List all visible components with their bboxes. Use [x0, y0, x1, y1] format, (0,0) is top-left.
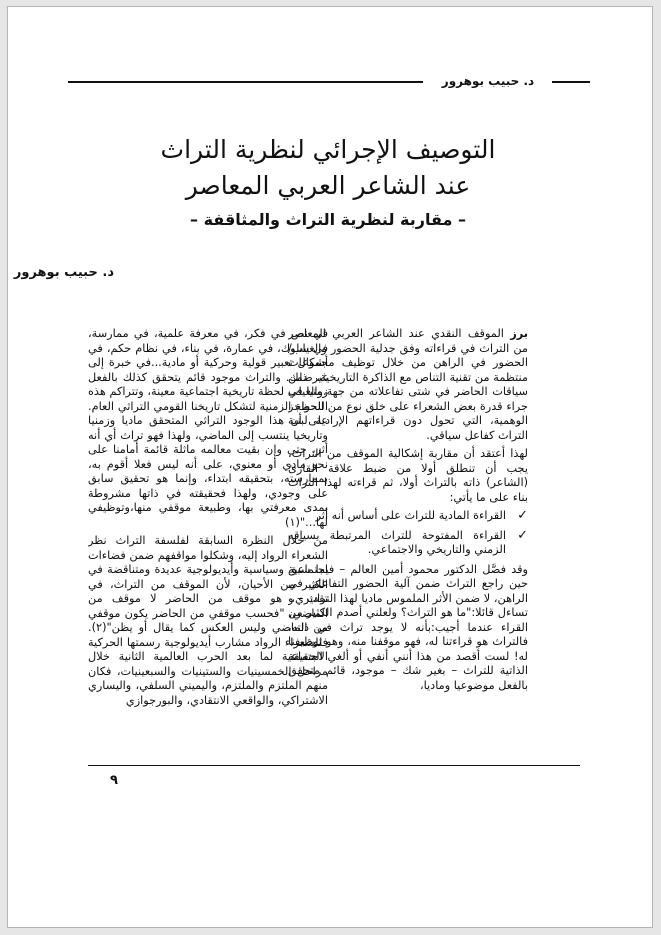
- check-icon: ✓: [517, 527, 528, 543]
- header-rule-left: [68, 81, 423, 83]
- subtitle: – مقاربة لنظرية التراث والمثاقفة –: [190, 210, 466, 229]
- author-byline: د. حبيب بوهرور: [13, 265, 114, 280]
- footer-rule: [88, 765, 580, 766]
- paragraph-text: الموقف النقدي عند الشاعر العربي المعاصر من التراث في قراءاته وفق جدلية الحضور والغياب/الحضور في الراهن من خلال توظيف مجموعات منتظمة من تقنية التناص مع الذاكرة التاريخية، ضمن سياقات الحاضر في شتى تفاعلاته من جهة،والغياب جراء قدرة بعض الشعراء على خلق نوع من الحواجز الوهمية، التي تحول دون قراءاتهم الإرادية لبنية التراث كفاعل سياقي.: [288, 327, 528, 442]
- paragraph: وقد فصَّل الدكتور محمود أمين العالم – فيما سبق حين راجع التراث ضمن آلية الحضور التفاعلي في الراهن، لا ضمن الأثر الملموس ماديا لهذا التراث – و تساءل قائلا:"ما هو التراث؟ ولعلني أصدم الكثير من القراء عندما أجيب:بأنه لا يوجد تراث في ذاته، فالتراث هو قراءتنا له، فهو موقفنا منه، وهو توظيفنا له! لست أقصد من هذا أنني أنفي أو ألغي الحقيقة الذاتية للتراث – بغير شك – موجود، قائم متحقق بالفعل موضوعيا وماديا،: [288, 562, 528, 692]
- header-rule-right: [552, 81, 590, 83]
- paragraph: لهذا أعتقد أن مقاربة إشكالية الموقف من التراث، يجب أن تنطلق أولا من ضبط علاقة القارئ (الشاعر) ذاته بالتراث أولا، ثم قراءته لهذا التراث بناء على ما يأتي:: [288, 447, 528, 504]
- paragraph: من خلال النظرة السابقة لفلسفة التراث نظر الشعراء الرواد إليه، وشكلوا مواقفهم ضمن فضاءات اجتماعية وسياسية وأيديولوجية عديدة ومتناقضة في الكثير من الأحيان، لأن الموقف من التراث، في تقديري، هو موقف من الحاضر لا موقف من الماضي، "فحسب موقفي من الحاضر يكون موقفي من الماضي وليس العكس كما يقال أو يظن"(٢). فللشعراء الرواد مشارب أيديولوجية رسمتها الحركية الاجتماعية لما بعد الحرب العالمية الثانية خلال مراحل الخمسينيات والستينيات والسبعينيات، فكان منهم الملتزم والملتزم، واليميني السلفي، واليساري الاشتراكي، والواقعي الانتقادي، والبورجوازي: [88, 534, 328, 707]
- title-line-1: التوصيف الإجرائي لنظرية التراث: [160, 135, 496, 164]
- paragraph: في نص في فكر، في معرفة علمية، في ممارسة، في سلوك، في عمارة، في بناء، في نظام حكم، في أشكال تعبير قولية وحركية أو مادية...في خبرة إلى غير ذلك. والتراث موجود قائم يتحقق كذلك بالفعل زمنيا في لحظة تاريخية اجتماعية معينة، وتتراكم هذه اللحظة الزمنية لتشكل تاريخنا القومي التراثي العام. على أن هذا الوجود التراثي المتحقق ماديا وزمنيا وتاريخيا ينتسب إلى الماضي، ولهذا فهو تراث أي أنه أثر، حتى وإن بقيت معالمه ماثلة قائمة أمامنا على نحو مادي أو معنوي، على أنه ليس فعلا أقوم به، بممارسته، بتحقيقه ابتداء، وإنما هو تحقيق سابق على وجودي، ولهذا فحقيقته في ذاتها مشروطة بمدى معرفتي بها، وطبيعة موقفي منها،وتوظيفي لها..."(١): [88, 327, 328, 529]
- text-column-left: [88, 327, 328, 757]
- document-page: [7, 6, 653, 928]
- list-item-text: القراءة المادية للتراث على أساس أنه أثر: [315, 509, 506, 522]
- title-line-2: عند الشاعر العربي المعاصر: [185, 171, 471, 200]
- running-header-author: د. حبيب بوهرور: [441, 74, 535, 88]
- check-icon: ✓: [517, 508, 528, 523]
- lead-word: برز: [510, 327, 528, 340]
- page-number: ٩: [110, 773, 118, 788]
- list-item-text: القراءة المفتوحة للتراث المرتبطة بسياقه الزمني والتاريخي والاجتماعي.: [288, 528, 506, 556]
